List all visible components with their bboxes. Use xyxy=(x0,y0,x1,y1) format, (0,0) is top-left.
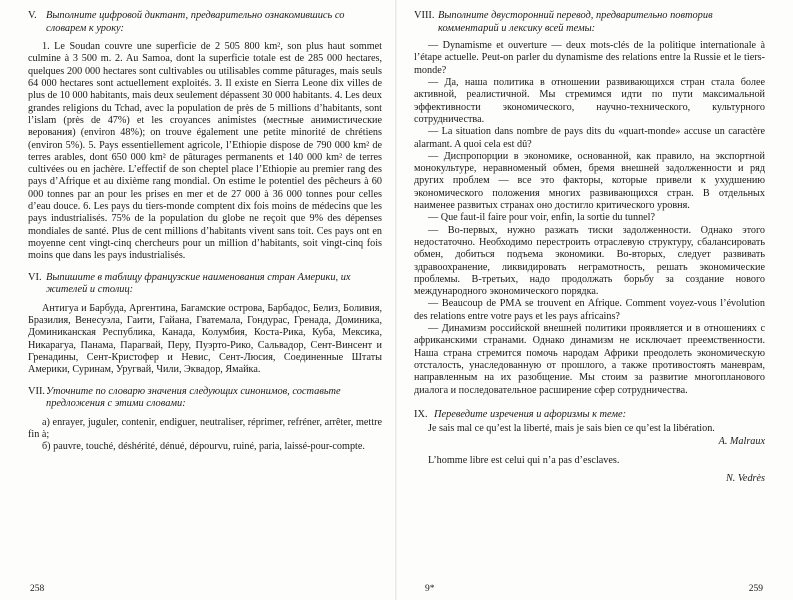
aphorism-quote: L’homme libre est celui qui n’a pas d’esclaves. xyxy=(428,454,620,466)
section-8-title: Выполните двусторонний перевод, предварительно повторив комментарий и лексику всей темы: xyxy=(438,10,713,34)
section-7-item-a: a) enrayer, juguler, contenir, endiguer, neutraliser, réprimer, refréner, arrêter, mettre fin à; xyxy=(28,416,382,440)
dialog-line: — Beaucoup de PMA se trouvent en Afrique. Comment voyez-vous l’évolution des relations entre votre pays et les pays africains? xyxy=(414,298,765,322)
aphorism-author: A. Malraux xyxy=(718,435,765,447)
section-5-text: 1. Le Soudan couvre une superficie de 2 505 800 km², son plus haut sommet culmine à 3 500 m. 2. Au Samoa, dont la superficie totale est de 285 000 hectares, quelques 200 000 hectares sont cultivables ou utilisables comme pâturages, mais seuls 64 000 hectares sont actuellement exploités. 3. Il existe en Sierra Leone dix villes de plus de 10 000 habitants, mais deux seulement dépassent 30 000 habitants. 4. Les deux grandes religions du Tchad, avec la population de près de 5 millions d’habitants, sont l’islam (près de 47%) et les croyances animistes (местные анимистические верования) (environ 48%); on trouve également une petite minorité de chrétiens (environ 5%). 5. Pays essentiellement agricole, l’Ethiopie dispose de 790 000 km² de terres arables, dont 650 000 km² de pâturages permanents et 140 000 km² de terres cultivées ou en jachère. L’effectif de son cheptel place l’Ethiopie au premier rang des pays d’Afrique et au dixième rang mondial. On estime le potentiel des pêcheurs à 60 000 tonnes par an pour les prises en mer et de 27 000 à 36 000 tonnes pour celles d’eau douce. 6. Les pays du tiers-monde comptent dix fois moins de médecins que les pays industrialisés. 75% de la population du globe ne reçoit que 9% des dépenses mondiales de santé. Plus de cent millions d’habitants vivent sans toit. Ces pays ont en moyenne cent vingt-cinq chercheurs pour un million d’habitants, soit vingt-cinq fois moins que dans les pays industrialisés. xyxy=(28,41,382,262)
section-7-heading xyxy=(28,386,382,411)
section-6-number: VI. xyxy=(28,271,42,283)
aphorism-author: N. Vedrès xyxy=(725,473,765,485)
dialog-line: — Диспропорции в экономике, основанной, как правило, на экспортной монокультуре, неравноменый обмен, бремя внешней задолженности и ряд других проблем — все это факторы, которые привели к ухудшению экономического положения многих развивающихся стран. В отдельных наименее развитых странах оно достигло критического уровня. xyxy=(414,150,765,212)
section-5-number: V. xyxy=(28,10,37,21)
section-9-heading xyxy=(414,409,765,422)
left-page xyxy=(0,0,396,600)
section-8-number: VIII. xyxy=(414,10,435,21)
section-5-title: Выполните цифровой диктант, предварительно ознакомившись со словарем к уроку: xyxy=(46,10,345,34)
page-number-right: 259 xyxy=(748,584,763,594)
section-5-heading xyxy=(28,10,382,35)
section-6-text: Антигуа и Барбуда, Аргентина, Багамские острова, Барбадос, Белиз, Боливия, Бразилия, Венесуэла, Гаити, Гайана, Гватемала, Гондурас, Гренада, Доминика, Доминиканская Республика, Канада, Колумбия, Коста-Рика, Куба, Мексика, Никарагуа, Панама, Парагвай, Перу, Пуэрто-Рико, Сальвадор, Сент-Винсент и Гренадины, Сент-Кристофер и Невис, Сент-Люсия, Соединенные Штаты Америки, Суринам, Уругвай, Чили, Эквадор, Ямайка. xyxy=(28,302,382,376)
page-number-left: 258 xyxy=(30,584,45,594)
section-9-number: IX. xyxy=(414,408,428,420)
aphorisms-block xyxy=(414,423,765,485)
section-7-item-b: б) pauvre, touché, déshérité, dénué, dépourvu, ruiné, paria, laissé-pour-compte. xyxy=(42,441,365,453)
dialog-line: — Динамизм российской внешней политики проявляется и в отношениях с африканскими странами. Однако динамизм не исключает преемственности. Наша страна стремится помочь народам Африки преодолеть экономическую отсталость, унаследованную от прошлого, а также противостоять маневрам, направленным на их разобщение. Мы стоим за развитие многопланового диалога и последовательное расширение сфер сотрудничества. xyxy=(414,323,765,396)
dialog-line: — Dynamisme et ouverture — deux mots-clés de la politique internationale à l’étape actuelle. Peut-on parler du dynamisme des relations entre la Russie et le tiers-monde? xyxy=(414,40,765,76)
dialog-line: — Во-первых, нужно разжать тиски задолженности. Однако этого недостаточно. Необходимо перестроить отраслевую структуру, сбалансировать обмен, добиться подъема экономики. Во-вторых, следует развивать здравоохранение, ликвидировать неграмотность, решать экономические проблемы. В-третьих, надо продолжать борьбу за создание нового международного экономического порядка. xyxy=(414,224,765,298)
right-page xyxy=(396,0,793,600)
dialog-line: — La situation dans nombre de pays dits du «quart-monde» accuse un caractère alarmant. A quoi cela est dû? xyxy=(414,126,765,150)
dialog-line: — Que faut-il faire pour voir, enfin, la sortie du tunnel? xyxy=(428,212,656,224)
signature-mark: 9* xyxy=(425,584,435,594)
section-7-title: Уточните по словарю значения следующих синонимов, составьте предложения с этими словами: xyxy=(46,385,341,410)
dialog-block xyxy=(414,40,765,397)
section-6-title: Выпишите в таблицу французские наименования стран Америки, их жителей и столиц: xyxy=(46,271,351,296)
section-8-heading xyxy=(414,10,765,35)
section-9-title: Переведите изречения и афоризмы к теме: xyxy=(434,408,627,420)
aphorism-quote: Je sais mal ce qu’est la liberté, mais je sais bien ce qu’est la libération. xyxy=(428,423,715,435)
section-6-heading xyxy=(28,272,382,297)
section-7-number: VII. xyxy=(28,385,46,397)
dialog-line: — Да, наша политика в отношении развивающихся стран стала более активной, реалистичной. Мы стремимся идти по пути максимальной эффективности экономического, научно-технического, культурного сотрудничества. xyxy=(414,77,765,125)
